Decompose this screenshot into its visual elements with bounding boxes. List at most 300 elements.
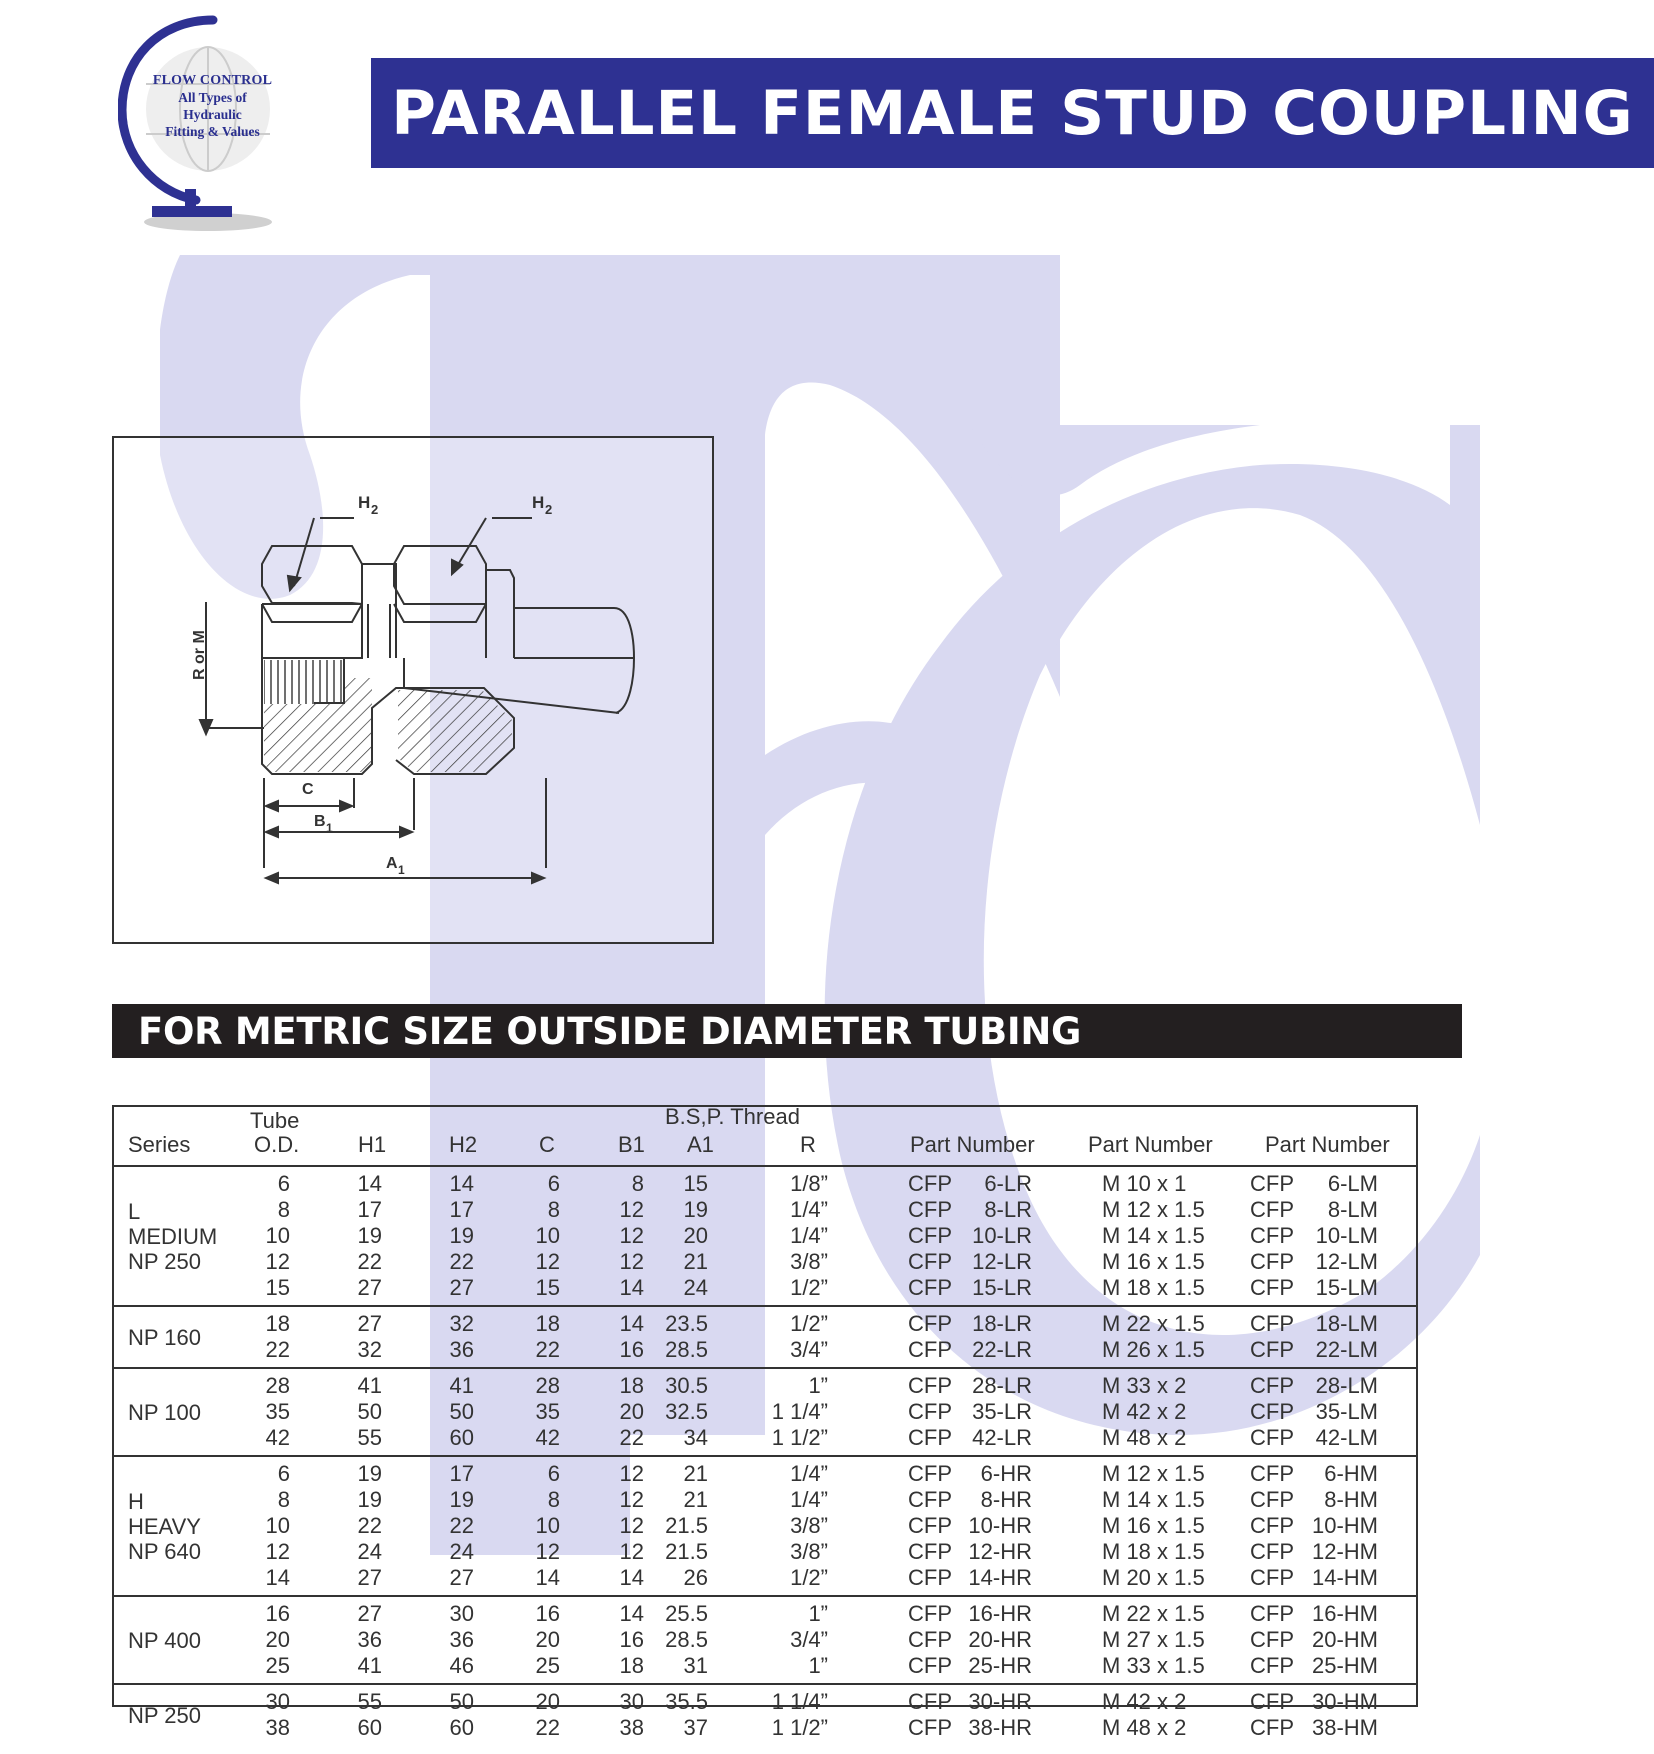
label-b1: B xyxy=(314,813,326,830)
table-row xyxy=(114,1715,1416,1741)
cell-b1: 18 xyxy=(619,1373,644,1398)
cell-p3b: 18-LM xyxy=(1315,1311,1378,1336)
cell-p3b: 30-HM xyxy=(1311,1689,1378,1714)
cell-h2: 14 xyxy=(449,1171,474,1196)
cell-h1: 55 xyxy=(357,1425,382,1450)
table-row xyxy=(114,1275,1416,1301)
cell-b1: 8 xyxy=(631,1171,644,1196)
table-row xyxy=(114,1223,1416,1249)
label-r-or-m: R or M xyxy=(191,630,208,680)
cell-p1a: CFP xyxy=(908,1197,952,1222)
cell-a1: 15 xyxy=(683,1171,708,1196)
cell-p3a: CFP xyxy=(1250,1461,1294,1486)
cell-od: 38 xyxy=(265,1715,290,1740)
label-c: C xyxy=(302,781,314,798)
header-tube-top: Tube xyxy=(250,1108,300,1133)
cell-p3a: CFP xyxy=(1250,1223,1294,1248)
table-row xyxy=(114,1653,1416,1679)
series-label-line: NP 160 xyxy=(128,1325,201,1350)
cell-p3a: CFP xyxy=(1250,1715,1294,1740)
cell-h1: 36 xyxy=(357,1627,382,1652)
cell-od: 25 xyxy=(265,1653,290,1678)
cell-p1b: 35-LR xyxy=(972,1399,1032,1424)
cell-h1: 24 xyxy=(357,1539,382,1564)
logo-line-3: Hydraulic xyxy=(183,107,242,122)
cell-p2: M 33 x 1.5 xyxy=(1102,1653,1205,1678)
cell-c: 20 xyxy=(535,1689,560,1714)
cell-r: 1 1/2” xyxy=(771,1425,828,1450)
cell-p1a: CFP xyxy=(908,1565,952,1590)
cell-h2: 36 xyxy=(449,1337,474,1362)
cell-od: 14 xyxy=(265,1565,290,1590)
cell-p3a: CFP xyxy=(1250,1249,1294,1274)
cell-p2: M 48 x 2 xyxy=(1102,1425,1187,1450)
series-label-line: NP 640 xyxy=(128,1539,201,1564)
cell-r: 3/8” xyxy=(790,1539,828,1564)
cell-a1: 20 xyxy=(683,1223,708,1248)
cell-r: 1” xyxy=(808,1601,828,1626)
cell-b1: 20 xyxy=(619,1399,644,1424)
cell-p3b: 14-HM xyxy=(1311,1565,1378,1590)
table-row xyxy=(114,1197,1416,1223)
cell-p1b: 30-HR xyxy=(968,1689,1032,1714)
cell-r: 1/2” xyxy=(790,1275,828,1300)
label-h2-right-sub: 2 xyxy=(545,502,553,517)
table-row xyxy=(114,1539,1416,1565)
cell-od: 35 xyxy=(265,1399,290,1424)
title-bar xyxy=(371,58,1654,168)
cell-r: 3/8” xyxy=(790,1249,828,1274)
cell-h1: 19 xyxy=(357,1487,382,1512)
cell-p2: M 22 x 1.5 xyxy=(1102,1601,1205,1626)
cell-h1: 22 xyxy=(357,1249,382,1274)
header-part-number-3: Part Number xyxy=(1265,1132,1390,1157)
diagram-box xyxy=(112,436,714,944)
cell-p1a: CFP xyxy=(908,1715,952,1740)
cell-p1a: CFP xyxy=(908,1487,952,1512)
cell-p3a: CFP xyxy=(1250,1373,1294,1398)
cell-p3b: 6-HM xyxy=(1324,1461,1378,1486)
cell-b1: 18 xyxy=(619,1653,644,1678)
cell-p3a: CFP xyxy=(1250,1513,1294,1538)
cell-r: 3/8” xyxy=(790,1513,828,1538)
cell-od: 8 xyxy=(277,1487,290,1512)
cell-a1: 24 xyxy=(683,1275,708,1300)
table-row xyxy=(114,1337,1416,1363)
table-row xyxy=(114,1171,1416,1197)
cell-h2: 36 xyxy=(449,1627,474,1652)
cell-p1a: CFP xyxy=(908,1373,952,1398)
label-h2-left: H xyxy=(358,493,371,512)
cell-od: 6 xyxy=(277,1171,290,1196)
cell-r: 1” xyxy=(808,1653,828,1678)
cell-c: 12 xyxy=(535,1249,560,1274)
logo-line-1: FLOW CONTROL xyxy=(152,73,273,88)
cell-od: 28 xyxy=(265,1373,290,1398)
cell-h1: 27 xyxy=(357,1601,382,1626)
cell-p2: M 18 x 1.5 xyxy=(1102,1539,1205,1564)
cell-b1: 12 xyxy=(619,1513,644,1538)
cell-p3b: 10-LM xyxy=(1315,1223,1378,1248)
label-h2-left-sub: 2 xyxy=(371,502,379,517)
cell-c: 8 xyxy=(547,1197,560,1222)
cell-p1a: CFP xyxy=(908,1425,952,1450)
cell-r: 1 1/4” xyxy=(771,1689,828,1714)
cell-c: 6 xyxy=(547,1171,560,1196)
cell-h2: 17 xyxy=(449,1461,474,1486)
cell-od: 42 xyxy=(265,1425,290,1450)
page-title: PARALLEL FEMALE STUD COUPLING xyxy=(391,77,1634,149)
cell-c: 10 xyxy=(535,1223,560,1248)
cell-od: 16 xyxy=(265,1601,290,1626)
header-bsp-thread: B.S,P. Thread xyxy=(665,1104,800,1129)
series-label-line: HEAVY xyxy=(128,1514,201,1539)
cell-c: 10 xyxy=(535,1513,560,1538)
cell-c: 8 xyxy=(547,1487,560,1512)
cell-p3a: CFP xyxy=(1250,1689,1294,1714)
header-part-number-2: Part Number xyxy=(1088,1132,1213,1157)
header-a1: A1 xyxy=(687,1132,714,1157)
cell-p1a: CFP xyxy=(908,1653,952,1678)
header-tube-bottom: O.D. xyxy=(254,1132,300,1157)
cell-h2: 41 xyxy=(449,1373,474,1398)
cell-p1b: 18-LR xyxy=(972,1311,1032,1336)
series-label-line: NP 100 xyxy=(128,1400,201,1425)
table-row xyxy=(114,1249,1416,1275)
cell-a1: 32.5 xyxy=(665,1399,708,1424)
cell-p3a: CFP xyxy=(1250,1275,1294,1300)
cell-p3b: 35-LM xyxy=(1315,1399,1378,1424)
cell-h1: 27 xyxy=(357,1311,382,1336)
cell-od: 12 xyxy=(265,1539,290,1564)
cell-p3a: CFP xyxy=(1250,1627,1294,1652)
cell-r: 1 1/4” xyxy=(771,1399,828,1424)
series-group xyxy=(114,1597,1416,1685)
cell-h1: 41 xyxy=(357,1373,382,1398)
label-a1-sub: 1 xyxy=(398,863,405,877)
cell-p3b: 42-LM xyxy=(1315,1425,1378,1450)
cell-p2: M 18 x 1.5 xyxy=(1102,1275,1205,1300)
cell-p3a: CFP xyxy=(1250,1601,1294,1626)
cell-p2: M 12 x 1.5 xyxy=(1102,1461,1205,1486)
cell-c: 20 xyxy=(535,1627,560,1652)
cell-p1a: CFP xyxy=(908,1513,952,1538)
cell-c: 18 xyxy=(535,1311,560,1336)
cell-r: 1/2” xyxy=(790,1311,828,1336)
cell-p2: M 20 x 1.5 xyxy=(1102,1565,1205,1590)
cell-a1: 21.5 xyxy=(665,1539,708,1564)
cell-h2: 27 xyxy=(449,1275,474,1300)
series-label-line: MEDIUM xyxy=(128,1224,218,1249)
cell-h1: 14 xyxy=(357,1171,382,1196)
header-h2: H2 xyxy=(449,1132,478,1157)
cell-p1b: 16-HR xyxy=(968,1601,1032,1626)
cell-c: 15 xyxy=(535,1275,560,1300)
cell-h1: 17 xyxy=(357,1197,382,1222)
cell-c: 28 xyxy=(535,1373,560,1398)
cell-c: 6 xyxy=(547,1461,560,1486)
cell-p3a: CFP xyxy=(1250,1487,1294,1512)
cell-p1b: 12-LR xyxy=(972,1249,1032,1274)
cell-p3a: CFP xyxy=(1250,1311,1294,1336)
cell-od: 10 xyxy=(265,1513,290,1538)
cell-a1: 37 xyxy=(683,1715,708,1740)
cell-h2: 27 xyxy=(449,1565,474,1590)
cell-h2: 24 xyxy=(449,1539,474,1564)
cell-h2: 50 xyxy=(449,1399,474,1424)
cell-h2: 19 xyxy=(449,1223,474,1248)
cell-a1: 25.5 xyxy=(665,1601,708,1626)
cell-p1a: CFP xyxy=(908,1337,952,1362)
cell-h1: 22 xyxy=(357,1513,382,1538)
cell-p1b: 15-LR xyxy=(972,1275,1032,1300)
cell-h1: 32 xyxy=(357,1337,382,1362)
cell-a1: 31 xyxy=(683,1653,708,1678)
label-h2-right: H xyxy=(532,493,545,512)
cell-a1: 26 xyxy=(683,1565,708,1590)
cell-p2: M 33 x 2 xyxy=(1102,1373,1187,1398)
cell-p1a: CFP xyxy=(908,1399,952,1424)
cell-r: 1/4” xyxy=(790,1487,828,1512)
cell-c: 22 xyxy=(535,1337,560,1362)
cell-r: 1/8” xyxy=(790,1171,828,1196)
cell-p1b: 6-LR xyxy=(984,1171,1032,1196)
cell-h2: 50 xyxy=(449,1689,474,1714)
cell-c: 42 xyxy=(535,1425,560,1450)
cell-p1b: 38-HR xyxy=(968,1715,1032,1740)
cell-p3b: 16-HM xyxy=(1311,1601,1378,1626)
cell-p2: M 16 x 1.5 xyxy=(1102,1249,1205,1274)
table-row xyxy=(114,1627,1416,1653)
cell-p2: M 42 x 2 xyxy=(1102,1689,1187,1714)
table-row xyxy=(114,1311,1416,1337)
cell-h2: 60 xyxy=(449,1715,474,1740)
series-label-line: NP 250 xyxy=(128,1703,201,1728)
header-h1: H1 xyxy=(358,1132,387,1157)
header-b1: B1 xyxy=(618,1132,645,1157)
cell-p1b: 6-HR xyxy=(980,1461,1032,1486)
cell-p1a: CFP xyxy=(908,1311,952,1336)
header-series: Series xyxy=(128,1132,191,1157)
cell-h2: 32 xyxy=(449,1311,474,1336)
cell-h1: 55 xyxy=(357,1689,382,1714)
cell-r: 1/4” xyxy=(790,1461,828,1486)
cell-od: 18 xyxy=(265,1311,290,1336)
cell-b1: 12 xyxy=(619,1487,644,1512)
cell-p1a: CFP xyxy=(908,1601,952,1626)
cell-b1: 14 xyxy=(619,1275,644,1300)
cell-p2: M 16 x 1.5 xyxy=(1102,1513,1205,1538)
cell-p3a: CFP xyxy=(1250,1197,1294,1222)
table-row xyxy=(114,1461,1416,1487)
cell-b1: 30 xyxy=(619,1689,644,1714)
cell-a1: 34 xyxy=(683,1425,708,1450)
cell-c: 14 xyxy=(535,1565,560,1590)
cell-p3b: 28-LM xyxy=(1315,1373,1378,1398)
logo-line-2: All Types of xyxy=(178,90,247,105)
cell-a1: 28.5 xyxy=(665,1627,708,1652)
cell-h2: 19 xyxy=(449,1487,474,1512)
series-group xyxy=(114,1685,1416,1745)
header-r: R xyxy=(800,1132,816,1157)
cell-p1b: 42-LR xyxy=(972,1425,1032,1450)
cell-p3a: CFP xyxy=(1250,1539,1294,1564)
cell-p1a: CFP xyxy=(908,1539,952,1564)
cell-p1b: 22-LR xyxy=(972,1337,1032,1362)
cell-h1: 27 xyxy=(357,1565,382,1590)
cell-p1a: CFP xyxy=(908,1461,952,1486)
cell-p3b: 22-LM xyxy=(1315,1337,1378,1362)
cell-a1: 23.5 xyxy=(665,1311,708,1336)
series-group xyxy=(114,1307,1416,1369)
cell-a1: 21 xyxy=(683,1461,708,1486)
cell-p1b: 14-HR xyxy=(968,1565,1032,1590)
cell-p2: M 26 x 1.5 xyxy=(1102,1337,1205,1362)
cell-p3b: 12-HM xyxy=(1311,1539,1378,1564)
table-row xyxy=(114,1601,1416,1627)
cell-h2: 22 xyxy=(449,1513,474,1538)
series-label-line: NP 400 xyxy=(128,1628,201,1653)
cell-p2: M 14 x 1.5 xyxy=(1102,1487,1205,1512)
series-group xyxy=(114,1457,1416,1597)
cell-b1: 12 xyxy=(619,1539,644,1564)
cell-p2: M 22 x 1.5 xyxy=(1102,1311,1205,1336)
cell-r: 1 1/2” xyxy=(771,1715,828,1740)
cell-a1: 21 xyxy=(683,1249,708,1274)
cell-b1: 14 xyxy=(619,1601,644,1626)
table-header xyxy=(114,1104,1416,1167)
cell-p3a: CFP xyxy=(1250,1337,1294,1362)
series-group xyxy=(114,1369,1416,1457)
cell-a1: 28.5 xyxy=(665,1337,708,1362)
cell-b1: 12 xyxy=(619,1197,644,1222)
cell-p1b: 25-HR xyxy=(968,1653,1032,1678)
table-row xyxy=(114,1513,1416,1539)
cell-c: 12 xyxy=(535,1539,560,1564)
series-label-line: H xyxy=(128,1489,144,1514)
cell-h2: 60 xyxy=(449,1425,474,1450)
cell-b1: 14 xyxy=(619,1565,644,1590)
series-label-line: L xyxy=(128,1199,141,1224)
cell-p1b: 28-LR xyxy=(972,1373,1032,1398)
cell-od: 12 xyxy=(265,1249,290,1274)
cell-p1a: CFP xyxy=(908,1275,952,1300)
cell-p3a: CFP xyxy=(1250,1653,1294,1678)
coupling-diagram xyxy=(114,438,712,942)
cell-p2: M 10 x 1 xyxy=(1102,1171,1187,1196)
series-group xyxy=(114,1167,1416,1307)
cell-r: 1/4” xyxy=(790,1223,828,1248)
table-row xyxy=(114,1565,1416,1591)
cell-h2: 17 xyxy=(449,1197,474,1222)
cell-p1b: 10-LR xyxy=(972,1223,1032,1248)
cell-h2: 30 xyxy=(449,1601,474,1626)
cell-p3b: 20-HM xyxy=(1311,1627,1378,1652)
table-row xyxy=(114,1399,1416,1425)
cell-p1a: CFP xyxy=(908,1171,952,1196)
cell-b1: 22 xyxy=(619,1425,644,1450)
cell-od: 22 xyxy=(265,1337,290,1362)
cell-b1: 12 xyxy=(619,1461,644,1486)
series-label-line: NP 250 xyxy=(128,1249,201,1274)
cell-a1: 35.5 xyxy=(665,1689,708,1714)
cell-od: 20 xyxy=(265,1627,290,1652)
cell-h1: 27 xyxy=(357,1275,382,1300)
cell-a1: 19 xyxy=(683,1197,708,1222)
cell-h1: 41 xyxy=(357,1653,382,1678)
cell-p2: M 48 x 2 xyxy=(1102,1715,1187,1740)
logo-line-4: Fitting & Values xyxy=(165,124,260,139)
cell-h1: 60 xyxy=(357,1715,382,1740)
label-b1-sub: 1 xyxy=(326,821,333,835)
cell-c: 25 xyxy=(535,1653,560,1678)
cell-b1: 16 xyxy=(619,1337,644,1362)
spec-table xyxy=(112,1104,1418,1740)
cell-p1b: 20-HR xyxy=(968,1627,1032,1652)
cell-a1: 21.5 xyxy=(665,1513,708,1538)
cell-p3a: CFP xyxy=(1250,1425,1294,1450)
cell-p3b: 38-HM xyxy=(1311,1715,1378,1740)
cell-od: 8 xyxy=(277,1197,290,1222)
cell-p3b: 6-LM xyxy=(1327,1171,1378,1196)
cell-p2: M 12 x 1.5 xyxy=(1102,1197,1205,1222)
cell-r: 1/4” xyxy=(790,1197,828,1222)
section-title: FOR METRIC SIZE OUTSIDE DIAMETER TUBING xyxy=(138,1009,1082,1053)
cell-c: 16 xyxy=(535,1601,560,1626)
cell-od: 30 xyxy=(265,1689,290,1714)
cell-h2: 22 xyxy=(449,1249,474,1274)
cell-c: 35 xyxy=(535,1399,560,1424)
cell-r: 1/2” xyxy=(790,1565,828,1590)
cell-b1: 12 xyxy=(619,1223,644,1248)
cell-r: 3/4” xyxy=(790,1337,828,1362)
cell-p3a: CFP xyxy=(1250,1565,1294,1590)
label-a1: A xyxy=(386,855,398,872)
cell-h1: 19 xyxy=(357,1223,382,1248)
cell-b1: 12 xyxy=(619,1249,644,1274)
cell-h1: 19 xyxy=(357,1461,382,1486)
cell-p2: M 42 x 2 xyxy=(1102,1399,1187,1424)
header-part-number-1: Part Number xyxy=(910,1132,1035,1157)
table-row xyxy=(114,1425,1416,1451)
table-row xyxy=(114,1487,1416,1513)
cell-h2: 46 xyxy=(449,1653,474,1678)
cell-p1b: 8-HR xyxy=(980,1487,1032,1512)
cell-c: 22 xyxy=(535,1715,560,1740)
header-c: C xyxy=(539,1132,555,1157)
cell-p1a: CFP xyxy=(908,1689,952,1714)
table-row xyxy=(114,1689,1416,1715)
cell-r: 3/4” xyxy=(790,1627,828,1652)
cell-p1a: CFP xyxy=(908,1249,952,1274)
cell-od: 15 xyxy=(265,1275,290,1300)
cell-b1: 38 xyxy=(619,1715,644,1740)
cell-p3a: CFP xyxy=(1250,1171,1294,1196)
cell-p2: M 14 x 1.5 xyxy=(1102,1223,1205,1248)
cell-a1: 21 xyxy=(683,1487,708,1512)
cell-p3b: 10-HM xyxy=(1311,1513,1378,1538)
cell-r: 1” xyxy=(808,1373,828,1398)
cell-b1: 16 xyxy=(619,1627,644,1652)
cell-p1b: 8-LR xyxy=(984,1197,1032,1222)
logo-text xyxy=(140,72,285,140)
cell-p2: M 27 x 1.5 xyxy=(1102,1627,1205,1652)
cell-p3a: CFP xyxy=(1250,1399,1294,1424)
cell-od: 10 xyxy=(265,1223,290,1248)
cell-b1: 14 xyxy=(619,1311,644,1336)
cell-od: 6 xyxy=(277,1461,290,1486)
cell-p3b: 15-LM xyxy=(1315,1275,1378,1300)
